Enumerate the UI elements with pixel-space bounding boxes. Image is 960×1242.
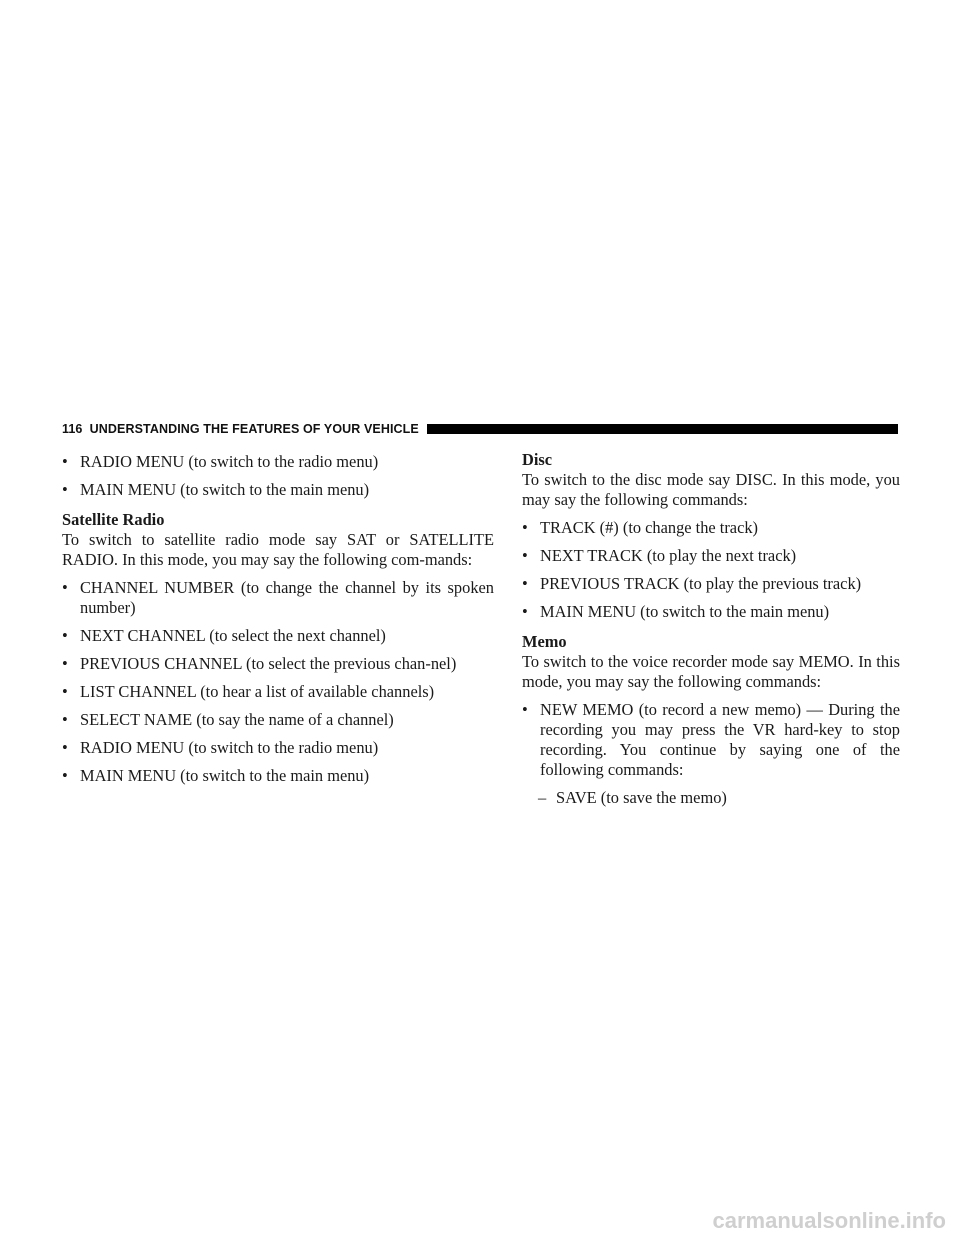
bullet-glyph: •	[62, 480, 68, 499]
bullet-glyph: •	[522, 700, 528, 719]
list-item: • NEXT CHANNEL (to select the next channel)	[62, 626, 386, 645]
header-text	[62, 422, 419, 436]
bullet-glyph: •	[62, 682, 68, 701]
bullet-glyph: •	[62, 766, 68, 785]
bullet-glyph: •	[62, 452, 68, 471]
list-item: • MAIN MENU (to switch to the main menu)	[522, 602, 830, 621]
bullet-glyph: •	[522, 602, 528, 621]
section-intro-disc: To switch to the disc mode say DISC. In this mode, you may say the following commands:	[522, 470, 900, 509]
bullet-glyph: •	[62, 654, 68, 673]
bullet-glyph: •	[62, 710, 68, 729]
watermark: carmanualsonline.info	[712, 1208, 946, 1233]
list-item: • NEW MEMO (to record a new memo) — During the recording you may press the VR hard-key to stop recording. You continue by saying one of the following commands:	[522, 700, 900, 779]
list-item: • MAIN MENU (to switch to the main menu)	[62, 766, 370, 785]
list-item: • PREVIOUS CHANNEL (to select the previous chan-nel)	[62, 654, 457, 673]
list-item: • LIST CHANNEL (to hear a list of available channels)	[62, 682, 435, 701]
section-title: UNDERSTANDING THE FEATURES OF YOUR VEHICLE	[89, 422, 419, 436]
bullet-glyph: •	[62, 738, 68, 757]
dash-glyph: –	[538, 788, 547, 807]
bullet-glyph: •	[522, 574, 528, 593]
section-heading-satellite-radio: Satellite Radio	[62, 510, 165, 529]
list-item: • RADIO MENU (to switch to the radio menu)	[62, 738, 379, 757]
list-item: • TRACK (#) (to change the track)	[522, 518, 759, 537]
header-rule	[427, 424, 898, 434]
section-heading-disc: Disc	[522, 450, 553, 469]
left-column	[62, 446, 494, 786]
list-item: • PREVIOUS TRACK (to play the previous track)	[522, 574, 862, 593]
list-item: • RADIO MENU (to switch to the radio menu)	[62, 452, 379, 471]
bullet-glyph: •	[62, 578, 68, 597]
list-item: • CHANNEL NUMBER (to change the channel by its spoken number)	[62, 578, 494, 617]
page-number: 116	[62, 422, 83, 436]
bullet-glyph: •	[522, 518, 528, 537]
sub-list-item: – SAVE (to save the memo)	[538, 788, 727, 807]
right-column	[522, 446, 900, 808]
section-intro-memo: To switch to the voice recorder mode say MEMO. In this mode, you may say the following commands:	[522, 652, 900, 691]
bullet-glyph: •	[62, 626, 68, 645]
section-intro-satellite-radio: To switch to satellite radio mode say SAT or SATELLITE RADIO. In this mode, you may say the following com-mands:	[62, 530, 494, 569]
bullet-glyph: •	[522, 546, 528, 565]
page-header	[62, 420, 898, 438]
list-item: • NEXT TRACK (to play the next track)	[522, 546, 797, 565]
list-item: • SELECT NAME (to say the name of a channel)	[62, 710, 394, 729]
list-item: • MAIN MENU (to switch to the main menu)	[62, 480, 370, 499]
section-heading-memo: Memo	[522, 632, 567, 651]
